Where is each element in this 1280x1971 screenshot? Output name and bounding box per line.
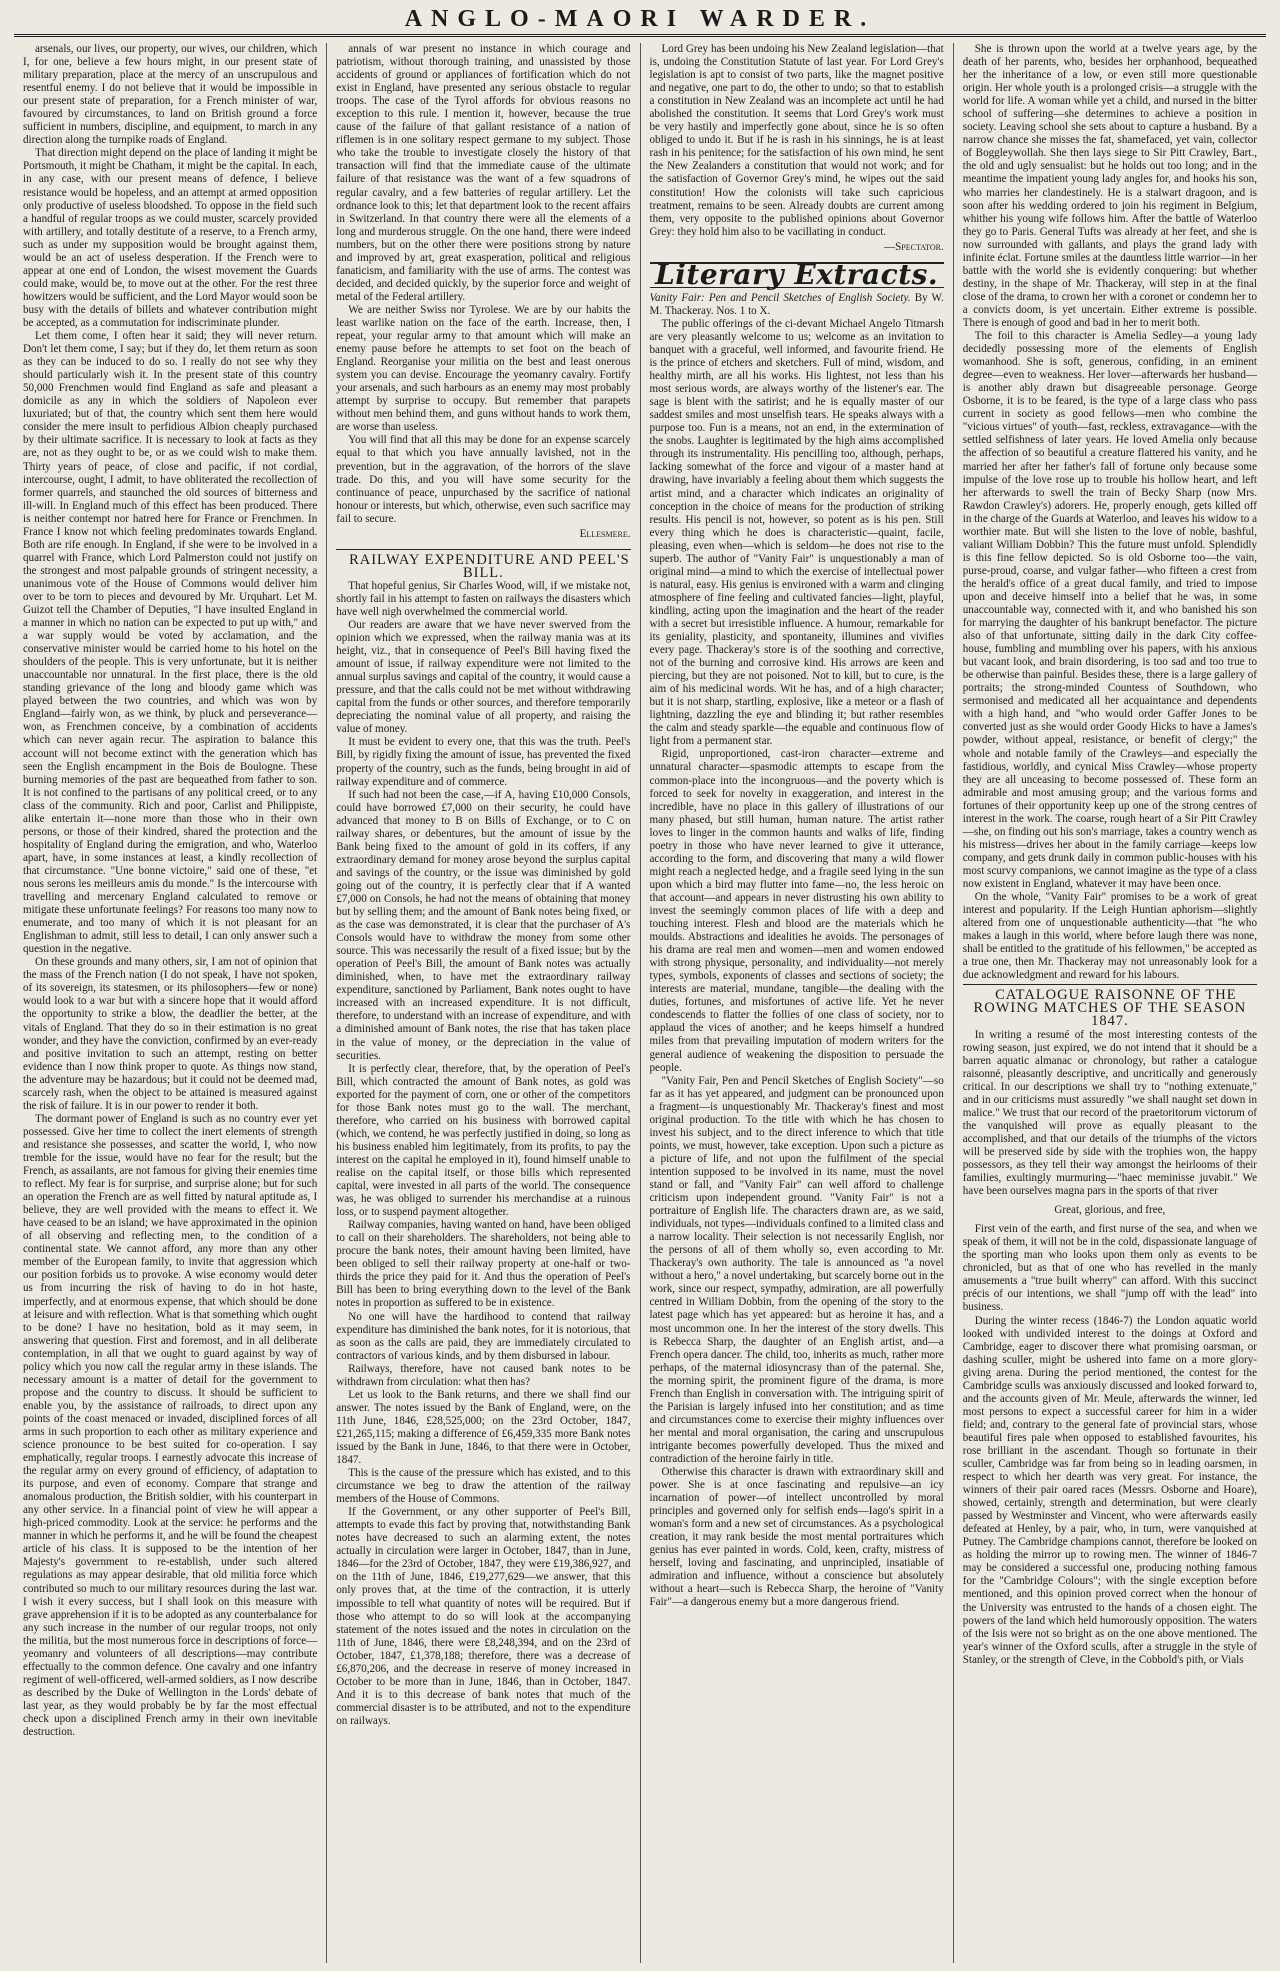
- section-heading: Literary Extracts.: [655, 257, 939, 291]
- columns: [14, 43, 1266, 1963]
- article-paragraph: This is the cause of the pressure which has existed, and to this circumstance we beg to draw the attention of the railway members of the House of Commons.: [336, 1467, 631, 1506]
- review-title: [650, 292, 944, 318]
- article-paragraph: We are neither Swiss nor Tyrolese. We are by our habits the least warlike nation on the face of the earth. Increase, then, I repeat, your regular army to that amount which will make an enemy pause before he attempts to set foot on the beach of England. Reorganise your militia on the best and least onerous system you can devise. Encourage the yeomanry cavalry. Fortify your arsenals, and such harbours as an enemy may most probably attempt by surprise to occupy. But remember that parapets without men behind them, and guns without hands to work them, are worse than useless.: [336, 303, 631, 434]
- article-paragraph: No one will have the hardihood to contend that railway expenditure has diminished the bank notes, for it is notorious, that as soon as the calls are paid, they are immediately circulated to contractors of various kinds, and by them disbursed in labour.: [336, 1310, 631, 1362]
- verse-line: Great, glorious, and free,: [1054, 1204, 1166, 1217]
- article-paragraph: annals of war present no instance in which courage and patriotism, without thorough training, and unassisted by those accidents of ground or appliances of fortification which do not exist in England, have presented any serious obstacle to regular troops. The case of the Tyrol affords for obvious reasons no exception to this rule. I mention it, however, because the true cause of the failure of that gallant resistance of a nation of riflemen is in one solitary respect germane to my subject. Those who take the trouble to investigate closely the history of that transaction will find that the immediate cause of the ultimate failure of that resistance was the want of a few squadrons of regular cavalry, and a few batteries of regular artillery. Let the ordnance look to this; let that department look to the recent affairs in Switzerland. In that country there were all the elements of a long and murderous struggle. On the one hand, there were indeed numbers, but on the other there were positions strong by nature and improved by art, great exasperation, political and religious fanaticism, and familiarity with the use of arms. The contest was decided, and decided quickly, by the superior force and weight of metal of the Federal artillery.: [336, 43, 631, 303]
- article-paragraph: Railway companies, having wanted on hand, have been obliged to call on their shareholders. The shareholders, not being able to procure the bank notes, their amount having been limited, have been obliged to sell their railway property at one-half or two-thirds the price they paid for it. And thus the operation of Peel's Bill has been to bring everything down to the level of the Bank notes in proportion as suffered to be in existence.: [336, 1219, 631, 1310]
- article-paragraph: That direction might depend on the place of landing it might be Portsmouth, it might be Chatham, it might be the capital. In each, in any case, with our present means of defence, I believe resistance would be hopeless, and an attempt at armed opposition only productive of useless bloodshed. To oppose in the field such a handful of regular troops as we could muster, scarcely provided with artillery, and totally destitute of a reserve, to a French army, such as under my supposition would be brought against them, would be an act of useless desperation. If the French were to appear at one end of London, the wisest movement the Guards could make, would be, to move out at the other. For the rest three howitzers would be sufficient, and the Lord Mayor would soon be busy with the details of billets and whatever contribution might be accepted, as a commutation for indiscriminate plunder.: [23, 147, 318, 329]
- article-paragraph: Railways, therefore, have not caused bank notes to be withdrawn from circulation: what then has?: [336, 1362, 631, 1388]
- article-paragraph: "Vanity Fair, Pen and Pencil Sketches of English Society"—so far as it has yet appeared, and judgment can be pronounced upon a fragment—is unquestionably Mr. Thackeray's finest and most original production. To the title with which he has chosen to invest his subject, and to the direct inference to which that title points, we must, however, take exception. Upon such a picture as a picture of life, and not upon the fulfilment of the special intention supposed to be involved in its name, must the novel stand or fall, and "Vanity Fair" can well afford to challenge criticism upon independent ground. "Vanity Fair" is not a portraiture of English life. The characters drawn are, as we said, individuals, not types—individuals confined to a limited class and a narrow locality. Their selection is not necessarily English, nor the persons of all of them wholly so, even according to Mr. Thackeray's own authority. The tale is announced as "a novel without a hero," a novel undertaking, but scarcely borne out in the work, since our respect, sympathy, admiration, are all powerfully centred in William Dobbin, from the opening of the story to the latest page which has yet appeared: but as heroine it has, and a most uncommon one. In her the interest of the story dwells. This is Rebecca Sharp, the daughter of an English artist, and—a French opera dancer. The child, too, inherits as much, rather more perhaps, of the maternal idiosyncrasy than of the paternal. She, the morning spirit, the prominent figure of the drama, is more French than English in conversation with. The intriguing spirit of the Parisian is largely infused into her constitution; and as time and circumstances come to exercise their mighty influences over her mental and moral organisation, the caring and unscrupulous intrigante becomes powerfully developed. Thus the mixed and contradiction of the heroine fairly in title.: [649, 1074, 944, 1465]
- article-paragraph: The public offerings of the ci-devant Michael Angelo Titmarsh are very pleasantly welcome to us; welcome as an invitation to banquet with a graceful, well informed, and favourite friend. He is the prince of etchers and sketchers. Full of mind, wisdom, and healthy mirth, are all his works. His lightest, not less than his most serious words, are always worthy of the listener's ear. The sage is blent with the satirist; and he is equally master of our saddest smiles and most unselfish tears. He speaks always with a purpose too. Fun is a means, not an end, in the extermination of the snobs. Laughter is legitimated by the high aims accomplished through its instrumentality. His pencilling too, although, perhaps, lacking somewhat of the force and vigour of a master hand at drawing, have invariably a feeling about them which suggests the artist mind, and a character which indicates an originality of conception in the choice of means for the production of striking results. His pencil is not, however, so potent as is his pen. Still every thing which he does is characteristic—quaint, facile, pleasing, even when—which is seldom—he does not rise to the superb. The author of "Vanity Fair" is unquestionably a man of original mind—a mind to which the exercise of intellectual power is natural, easy. His genius is environed with a warm and clinging atmosphere of fine feeling and cultivated fancies—light, playful, kindling, acting upon the imagination and the heart of the reader with a secret but irresistible influence. A humour, remarkable for its geniality, plasticity, and spontaneity, illumines and vivifies every page. Thackeray's store is of the soothing and corrective, not of the burning and corrosive kind. His arrows are keen and piercing, but they are not poisoned. Not to kill, but to cure, is the aim of his medicinal words. Wit he has, and of a high character; but it is not sharp, startling, explosive, like a meteor or a flash of lightning, dazzling the eye and blinding it; but rather resembles the calm and steady sparkle—the equable and continuous flow of light from a permanent star.: [649, 317, 944, 748]
- article-headline: CATALOGUE RAISONNE OF THE ROWING MATCHES OF THE SEASON 1847.: [973, 987, 1247, 1030]
- article-paragraph: The dormant power of England is such as no country ever yet possessed. Give her time to collect the inert elements of strength and resistance she possesses, and scatter the world, I, who now tremble for the issue, would have no fear for the result; but the French, as assailants, are not famous for giving their enemies time to reflect. My fear is for surprise, and surprise alone; but for such an operation the French are as well fitted by natural aptitude as, I believe, they are well provided with the means to effect it. We have ceased to be an island; we have approximated in the opinion of all observing and reflecting men, to the condition of a continental state. We cannot afford, any more than any other member of the European family, to invite that aggression which our position forbids us to provoke. A wise economy would deter us from incurring the risk of having to do in hot haste, imperfectly, and at enormous expense, that which should be done at leisure and with reflection. What is that something which ought to be done? I have no hesitation, bold as it may seem, in answering that question. First and foremost, and in all deliberate contemplation, in all that we ought to guard against by way of policy which you now call the regular army in these islands. The necessary amount is a matter of detail for the government to propose and the country to discuss. It should be sufficient to enable you, by the assistance of railroads, to direct upon any points of the coast menaced or invaded, disciplined forces of all arms in such proportion to each other as military experience and science pronounce to be best suited for co-operation. I say emphatically, regular troops. I earnestly advocate this increase of the regular army on every ground of efficiency, of adaptation to its purpose, and even of economy. Compare that strange and anomalous production, the British soldier, with his counterpart in any other service. In a financial point of view he will appear a high-priced commodity. Look at the service: he performs and the manner in which he performs it, and he will be found the cheapest article of his class. It is supposed to be the intention of her Majesty's government to re-establish, under such altered regulations as may appear desirable, that old militia force which contributed so much to our military resources during the last war. I wish it every success, but I shall look on this measure with grave apprehension if it is to be adopted as any counterbalance for any such increase in the number of our regular troops, not only the militia, but the most numerous force in descriptions of force—yeomanry and volunteers of all descriptions—may contribute effectually to the common defence. One cavalry and one infantry regiment of well-officered, well-armed soldiers, as I now describe as described by the Duke of Wellington in the Lords' debate of last year, as they would probably be by far the most effectual check upon a disciplined French army in their own inevitable destruction.: [23, 1112, 318, 1739]
- review-book-title: Vanity Fair: Pen and Pencil Sketches of English Society.: [649, 291, 911, 304]
- column-1: [14, 43, 326, 1963]
- review-book-author: By W. M. Thackeray. Nos. 1 to X.: [649, 291, 944, 317]
- article-signature: —Spectator.: [884, 240, 944, 253]
- article-paragraph: Otherwise this character is drawn with extraordinary skill and power. She is at once fascinating and repulsive—an icy incarnation of power—of intellect uncontrolled by moral principles and governed only for selfish ends—Iago's spirit in a woman's form and a new set of circumstances. As a psychological creation, it may rank beside the most mental portraitures which genius has ever painted in words. Cold, keen, crafty, mistress of herself, loving and fascinating, and unprincipled, insatiable of admiration and influence, without a conscience but absolutely without a heart—such is Rebecca Sharp, the heroine of "Vanity Fair"—a dangerous enemy but a more dangerous friend.: [649, 1466, 944, 1609]
- article-paragraph: She is thrown upon the world at a twelve years age, by the death of her parents, who, besides her orphanhood, bequeathed her the inheritance of a low, or even still more questionable origin. Her whole youth is a prolonged crisis—a struggle with the world for life. A woman while yet a child, and nursed in the bitter school of suffering—she determines to achieve a position in society. Leaving school she sets about to capture a husband. By a narrow chance she misses the fat, shamefaced, yet vain, collector of Boggleywollah. She then lays siege to Sir Pitt Crawley, Bart., the old and ugly sensualist: but he holds out too long; and in the meantime the impatient young lady angles for, and hooks his son, who marries her clandestinely. He is a stalwart dragoon, and is soon after his wedding ordered to join his regiment in Belgium, whither his young wife follows him. After the battle of Waterloo they go to Paris. General Tufts was already at her feet, and she is now surrounded with gallants, and plays the grand lady with infinite éclat. Fortune smiles at the dauntless little warrior—in her battle with the world she is evidently conquering: but whether destiny, in the shape of Mr. Thackeray, will step in at the final close of the drama, to crown her with a coronet or condemn her to a convicts doom, is yet uncertain. Either extreme is possible. There is enough of good and bad in her to merit both.: [962, 43, 1257, 329]
- article-paragraph: First vein of the earth, and first nurse of the sea, and when we speak of them, it will not be in the cold, dispassionate language of the sporting man who looks upon them only as events to be chronicled, but as that of one who has revelled in the manly amusements a "true built wherry" can afford. With this succinct précis of our intentions, we shall "jump off with the lead" into business.: [962, 1223, 1257, 1314]
- masthead-rule: [14, 34, 1266, 37]
- article-divider: [336, 549, 630, 550]
- article-paragraph: It must be evident to every one, that this was the truth. Peel's Bill, by rigidly fixing the amount of issue, has prevented the fixed property of the country, such as the funds, being brought in aid of railway expenditure and of commerce.: [336, 736, 631, 788]
- article-paragraph: In writing a resumé of the most interesting contests of the rowing season, just expired, we do not intend that it should be a barren aquatic almanac or chronology, but rather a catalogue raisonné, pleasantly descriptive, and uncritically and generously critical. In our descriptions we shall try to "nothing extenuate," and in our criticisms must assuredly "we shall naught set down in malice." We trust that our record of the praetoritorum victorum of the vanquished will prove as equally pleasant to the accomplished, and that our details of the triumphs of the victors will be preserved side by side with the trophies won, the happy possessors, as they tell their way amongst the heirlooms of their families, exultingly murmuring—"haec meminisse juvabit." We have been ourselves magna pars in the sports of that river: [962, 1028, 1257, 1198]
- article-paragraph: If the Government, or any other supporter of Peel's Bill, attempts to evade this fact by proving that, notwithstanding Bank notes have decreased to such an alarming extent, the notes actually in circulation were larger in October, 1847, than in June, 1846—for the 23rd of October, 1847, they were £19,386,927, and on the 11th of June, 1846, £19,277,629—we answer, that this only proves that, at the time of the contraction, it is utterly impossible to tell what quantity of notes will be required. But if those who attempt to do so will look at the accompanying statement of the notes issued and the notes in circulation on the 11th of June, 1846, there were £8,248,394, and on the 23rd of October, 1847, £1,378,188; therefore, there was a decrease of £6,870,206, and the decrease in reserve of money increased in October to be more than in June, 1846, than in October, 1847. And it is to this decrease of bank notes that much of the commercial disaster is to be attributed, and not to the expenditure on railways.: [336, 1506, 631, 1727]
- article-divider: [963, 984, 1257, 985]
- article-paragraph: You will find that all this may be done for an expense scarcely equal to that which you have annually lavished, not in the prevention, but in the aggravation, of the horrors of the slave trade. Do this, and you will have some security for the continuance of peace, unpurchased by the sacrifice of national honour or interests, but which, otherwise, even such sacrifice may fail to secure.: [336, 434, 631, 525]
- article-paragraph: During the winter recess (1846-7) the London aquatic world looked with undivided interest to the doings at Oxford and Cambridge, eager to discover there what promising oarsman, or dashing sculler, might be ushered into fame on a more glory-giving arena. During the period mentioned, the contest for the Cambridge sculls was anxiously discussed and looked forward to, and the accounts given of Mr. Meule, afterwards the winner, led most persons to expect a successful career for him in a wider field; and, contrary to the general fate of provincial stars, whose beautiful fires pale when opposed to established favourites, his rose brilliant in the ascendant. Though so fortunate in their sculler, Cambridge was far from being so in leading oarsmen, in respect to which her dearth was very great. For instance, the winners of their pair oared races (Messrs. Osborne and Hoare), showed, certainly, strength and determination, but were clearly passed by Westminster and Vincent, who were afterwards easily defeated at Henley, by a pair, who, in turn, were vanquished at Putney. The Cambridge champions cannot, therefore be looked on as holding the mirror up to rowing men. The winner of 1846-7 may be considered a successful one, producing nothing famous for the "Cambridge Colours"; with the single exception before mentioned, and this opinion proved correct when the honour of the University was entrusted to the hands of a chosen eight. The powers of the land which held humorously opposition. The waters of the Isis were not so bright as on the one above mentioned. The year's winner of the Oxford sculls, after a struggle in the style of Stanley, or the strength of Cleve, in the Cobbold's pith, or Vials: [962, 1314, 1257, 1666]
- article-paragraph: Let us look to the Bank returns, and there we shall find our answer. The notes issued by the Bank of England, were, on the 11th June, 1846, £28,525,000; on the 23rd October, 1847, £21,265,115; making a difference of £6,459,335 more Bank notes issued by the Bank in June, 1846, to that there were in October, 1847.: [336, 1388, 631, 1467]
- column-4: [953, 43, 1266, 1963]
- article-paragraph: The foil to this character is Amelia Sedley—a young lady decidedly possessing more of the elements of English womanhood. She is soft, generous, confiding, in an eminent degree—even to weakness. Her lover—afterwards her husband—is another ably drawn but disagreeable personage. George Osborne, it is to be feared, is the type of a large class who pass current in society as good fellows—men who combine the "vicious virtues" of youth—fast, reckless, extravagance—with the settled selfishness of later years. He loved Amelia only because the affection of so beautiful a creature flattered his vanity, and he married her after her father's fall of fortune only because some impulse of the love rose up to trouble his hollow heart, and left her afterwards to swell the train of Becky Sharp (now Mrs. Rawdon Crawley's) adorers. He, properly enough, gets killed off in the charge of the Guards at Waterloo, and leaves his widow to a worthier mate. But will she listen to the love of noble, bashful, valiant William Dobbin? This the future must unfold. Splendidly is this fine fellow depicted. So is old Osborne too—the vain, purse-proud, coarse, and vulgar father—who fifteen a crest from the herald's office of a great ducal family, and tried to impose upon and deceive himself into a belief that he was, in some unaccountable way, connected with it, and who banished his son for marrying the daughter of his bankrupt benefactor. The picture also of that unfortunate, sitting daily in the dark City coffee-house, fumbling and mumbling over his papers, with his anxious but vacant look, and brain disordering, is too sad and too true to be otherwise than painful. Besides these, there is a large gallery of portraits; the strong-minded Countess of Southdown, who sermonised and medicated all her acquaintance and dependents with a high hand, and "who would order Gaffer Jones to be converted just as she would order Goody Hicks to have a James's powder, without appeal, resistance, or benefit of clergy;" the whole and notable family of the Crawleys—and especially the fastidious, worldly, and cynical Miss Crawley—whose property they are all unceasing to become possessed of. These form an admirable and most amusing group; and the various forms and fortunes of their opportunity keep up one of the strong centres of interest in the work. The coarse, rough heart of a Sir Pitt Crawley—she, on finding out his son's marriage, takes a country wench as his mistress—drives her about in the family carriage—keeps low company, and gets drunk daily in common public-houses with his most scurvy companions, we cannot imagine as the type of a class now existent in England, whatever it may have been once.: [962, 330, 1257, 890]
- article-paragraph: On the whole, "Vanity Fair" promises to be a work of great interest and popularity. If the Leigh Huntian aphorism—slightly altered from one of unquestionable authenticity—that "he who makes a laugh in this world, where before laugh there was none, shall be entitled to the gratitude of his fellowmen," be accepted as a true one, then Mr. Thackeray may not unreasonably look for a due acknowledgment and reward for his labours.: [962, 891, 1257, 982]
- article-paragraph: Rigid, unproportioned, cast-iron character—extreme and unnatural character—spasmodic attempts to escape from the common-place into the incongruous—and the poverty which is forced to seek for novelty in exaggeration, and interest in the incredible, have no place in this gallery of illustrations of our many phased, but still human, human nature. The artist rather loves to linger in the common haunts and walks of life, finding poetry in those who have never learned to give it utterance, according to the form, and discovering that many a wild flower might reach a neglected hedge, and a fragile seed lying in the sun upon which a bird may flutter into fame—no, the less heroic on that account—and appears in never distrusting his own ability to invest the seemingly common places of life with a deep and touching interest. Flesh and blood are the materials which he moulds. Abstractions and idealities he avoids. The personages of his drama are real men and women—men and women endowed with strong physique, personality, and individuality—not merely types, symbols, exponents of classes and sections of society; the interests are material, mundane, tangible—the dealing with the duties, fortunes, and misfortunes of active life. Yet he never condescends to flatter the follies of one class of society, nor to applaud the vices of another; and he keeps himself a hundred miles from that prevailing imputation of modern writers for the general audience of weakening the disposition to persuade the people.: [649, 748, 944, 1074]
- article-paragraph: Lord Grey has been undoing his New Zealand legislation—that is, undoing the Constitution Statute of last year. For Lord Grey's legislation is apt to consist of two parts, like the magnet positive and negative, one part to do, the other to undo; so that to establish a constitution in New Zealand was an incomplete act until he had abolished the constitution. It seems that Lord Grey's work must be very hastily and imperfectly gone about, since he is so often obliged to undo it. But if he is rash in his sinnings, he is at least rash in his penitence; for the satisfaction of his own mind, he sent the New Zealanders a constitution that would not work; and for the satisfaction of Governor Grey's mind, he wipes out the said constitution! How the colonists will take such capricious treatment, remains to be seen. Already doubts are current among them, very opposite to the published opinions about Governor Grey: they hold him also to be vacillating in conduct.: [649, 43, 944, 238]
- masthead: ANGLO-MAORI WARDER.: [404, 6, 876, 32]
- article-headline: RAILWAY EXPENDITURE AND PEEL'S BILL.: [349, 551, 630, 581]
- article-paragraph: If such had not been the case,—if A, having £10,000 Consols, could have borrowed £7,000 on their security, he could have advanced that money to B on Bills of Exchange, or to C on railway shares, or debentures, but the amount of issue by the Bank being fixed to the amount of gold in its coffers, if any extraordinary demand for money arose beyond the surplus capital and savings of the country, or the issue was diminished by gold going out of the country, it is perfectly clear that if A wanted £7,000 on Consols, he had not the means of obtaining that money but by selling them; and the amount of Bank notes being fixed, or as the case was demonstrated, it is clear that the purchaser of A's Consols would have to withdraw the money from some other source. This was necessarily the result of a fixed issue; but by the operation of Peel's Bill, the amount of Bank notes was actually diminished, when, to have met the extraordinary railway expenditure, sanctioned by Parliament, Bank notes ought to have increased with an increased expenditure. It is not difficult, therefore, to understand with an increase of expenditure, and with a diminished amount of Bank notes, the rise that has taken place in the value of money, or the depreciation in the value of securities.: [336, 788, 631, 1062]
- article-paragraph: Our readers are aware that we have never swerved from the opinion which we expressed, when the railway mania was at its height, viz., that in consequence of Peel's Bill having fixed the amount of issue, if railway expenditure were not limited to the annual surplus savings and capital of the country, it would cause a pressure, and that the calls could not be met without withdrawing capital from the funds or other sources, and therefore temporarily depreciating the nominal value of all property, and raising the value of money.: [336, 619, 631, 736]
- column-2: [326, 43, 639, 1963]
- article-paragraph: It is perfectly clear, therefore, that, by the operation of Peel's Bill, which contracted the amount of Bank notes, as gold was exported for the payment of corn, one or other of the competitors for those Bank notes must go to the wall. The merchant, therefore, who carried on his business with borrowed capital (which, we contend, he was perfectly justified in doing, so long as his business enabled him legitimately, from its profits, to pay the interest on the capital he employed in it), found himself unable to realise on the capital itself, or those bills which represented capital, were invested in all parts of the world. The consequence was, he was obliged to surrender his merchandise at a ruinous loss, or to suspend payment altogether.: [336, 1062, 631, 1219]
- article-paragraph: arsenals, our lives, our property, our wives, our children, which I, for one, believe a few hours might, in our present state of military preparation, place at the mercy of an unscrupulous and resentful enemy. I do not believe that it would be impossible in our present state of preparation, for a French minister of war, favoured by circumstances, to land on British ground a force sufficient in numbers, discipline, and equipment, to march in any direction along the turnpike roads of England.: [23, 43, 318, 147]
- article-paragraph: On these grounds and many others, sir, I am not of opinion that the mass of the French nation (I do not speak, I have not spoken, of its sovereign, its statesmen, or its philosophers—few or none) would look to a war but with a sincere hope that it would afford the opportunity to strike a blow, the deadlier the better, at the vitals of England. That they do so in their estimation is no great wonder, and they have the conviction, confirmed by an ever-ready and positive invitation to such an attempt, resting on better evidence than I now think proper to quote. As things now stand, the adventure may be hazardous; but it could not be deemed mad, scarcely rash, when the object to be attained is measured against the risk of failure. It is in our power to render it both.: [23, 956, 318, 1112]
- column-3: [640, 43, 953, 1963]
- article-signature: Ellesmere.: [579, 527, 631, 540]
- article-paragraph: That hopeful genius, Sir Charles Wood, will, if we mistake not, shortly fail in his attempt to fasten on railways the disasters which have well nigh overwhelmed the commercial world.: [336, 579, 631, 618]
- article-paragraph: Let them come, I often hear it said; they will never return. Don't let them come, I say; but if they do, let them return as soon as they can be induced to do so. I really do not see why they should particularly wish it. In the present state of this country 50,000 Frenchmen would find England as safe and pleasant a domicile as any in which the soldiers of Napoleon ever luxuriated; but of that, the country which sent them here would consider the mere insult to perfidious Albion cheaply purchased by their ultimate sacrifice. It is necessary to look at facts as they are, not as they ought to be, or as we could wish to make them. Thirty years of peace, of close and pacific, if not cordial, intercourse, ought, I admit, to have obliterated the recollection of former quarrels, and staunched the old sources of bitterness and ill-will. In England much of this effect has been produced. There is neither contempt nor hatred here for France or Frenchmen. In France I know not which feeling predominates towards England. Both are rife enough. In England, if she were to be involved in a quarrel with France, which Lord Palmerston could not justify on the strongest and most palpable grounds of stringent necessity, a unanimous vote of the House of Commons would deliver him over to be torn to pieces and devoured by Mr. Urquhart. Let M. Guizot tell the Chamber of Deputies, "I have insulted England in a manner in which no nation can be expected to put up with," and a war supply would be voted by acclamation, and the conservative minister would be carried home to his hotel on the shoulders of the people. This is very unfortunate, but it is neither unaccountable nor unnatural. In the first place, there is the old standing grievance of the long and bloody game which was played between the two countries, and which was won by England—fairly won, as we think, by pluck and perseverance—won, as Frenchmen conceive, by a combination of accidents which can never again recur. The aspiration to balance this account will not become extinct with the generation which has seen the English encampment in the Bois de Boulogne. These burning memories of the past are bequeathed from father to son. It is not confined to the partisans of any political creed, or to any class of the community. Rich and poor, Carlist and Philippiste, alike entertain it—none more than those who in their own persons, or those of their kindred, shared the protection and the hospitality of England during the emigration, and who, Waterloo apart, have, in some instances at least, a kindly recollection of that circumstance. "Une bonne victoire," said one of these, "et nous serons les meilleurs amis du monde." Is the intercourse with travelling and mercenary England calculated to remove or mitigate these unfortunate feelings? For reasons too many now to enumerate, and too many of which it is not pleasant for an Englishman to admit, still less to detail, I can only answer such a question in the negative.: [23, 330, 318, 956]
